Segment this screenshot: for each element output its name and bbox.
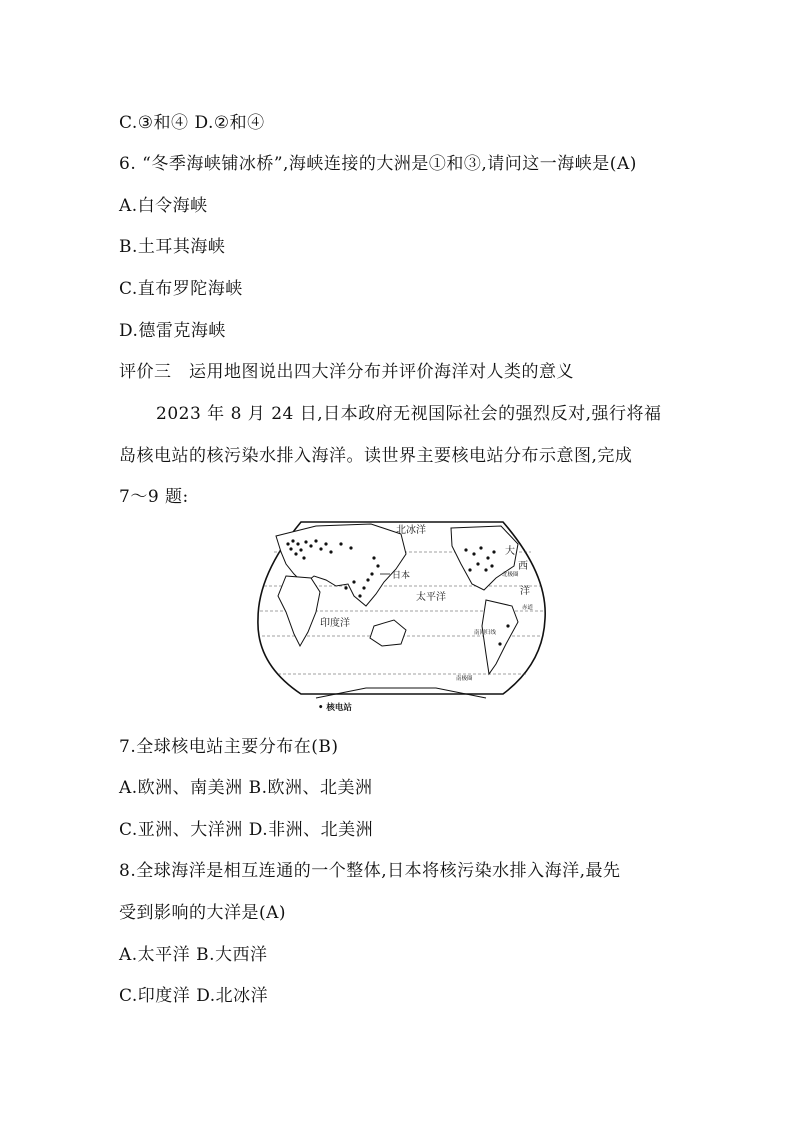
- arctic-ocean-label: 北冰洋: [396, 525, 426, 536]
- south-tropic-label: 南回归线: [474, 630, 497, 636]
- q7-options-ab: A.欧洲、南美洲 B.欧洲、北美洲: [119, 778, 373, 798]
- indian-ocean-label: 印度洋: [320, 618, 350, 629]
- atlantic-ocean-label-3: 洋: [520, 586, 530, 597]
- equator-label: 赤道: [522, 605, 534, 611]
- passage-line-2: 岛核电站的核污染水排入海洋。读世界主要核电站分布示意图,完成: [119, 446, 633, 466]
- q8-options-ab: A.太平洋 B.大西洋: [119, 945, 268, 965]
- q6-option-d: D.德雷克海峡: [119, 321, 226, 341]
- passage-line-1: 2023 年 8 月 24 日,日本政府无视国际社会的强烈反对,强行将福: [156, 404, 662, 424]
- japan-label: 日本: [392, 571, 411, 581]
- q8-stem-line-1: 8.全球海洋是相互连通的一个整体,日本将核污染水排入海洋,最先: [119, 861, 621, 881]
- q7-options-cd: C.亚洲、大洋洲 D.非洲、北美洲: [119, 820, 374, 840]
- arctic-circle-label: 北极圈: [502, 572, 519, 578]
- q6-option-c: C.直布罗陀海峡: [119, 279, 243, 299]
- q6-option-a: A.白令海峡: [119, 196, 208, 216]
- q6-stem: 6. “冬季海峡铺冰桥”,海峡连接的大洲是①和③,请问这一海峡是(A): [119, 154, 637, 174]
- passage-line-3: 7～9 题:: [119, 487, 189, 507]
- q7-stem: 7.全球核电站主要分布在(B): [119, 737, 339, 757]
- world-nuclear-plant-map: [256, 514, 548, 714]
- atlantic-ocean-label-2: 西: [518, 561, 528, 572]
- q8-options-cd: C.印度洋 D.北冰洋: [119, 986, 269, 1006]
- q6-option-b: B.土耳其海峡: [119, 237, 226, 257]
- q8-stem-line-2: 受到影响的大洋是(A): [119, 903, 287, 923]
- q5-options: C.③和④ D.②和④: [119, 113, 265, 133]
- pacific-ocean-label: 太平洋: [416, 592, 446, 603]
- section-heading: 评价三 运用地图说出四大洋分布并评价海洋对人类的意义: [119, 362, 574, 382]
- atlantic-ocean-label-1: 大: [505, 546, 515, 557]
- antarctic-circle-label: 南极圈: [456, 676, 473, 682]
- map-legend: • 核电站: [318, 703, 352, 713]
